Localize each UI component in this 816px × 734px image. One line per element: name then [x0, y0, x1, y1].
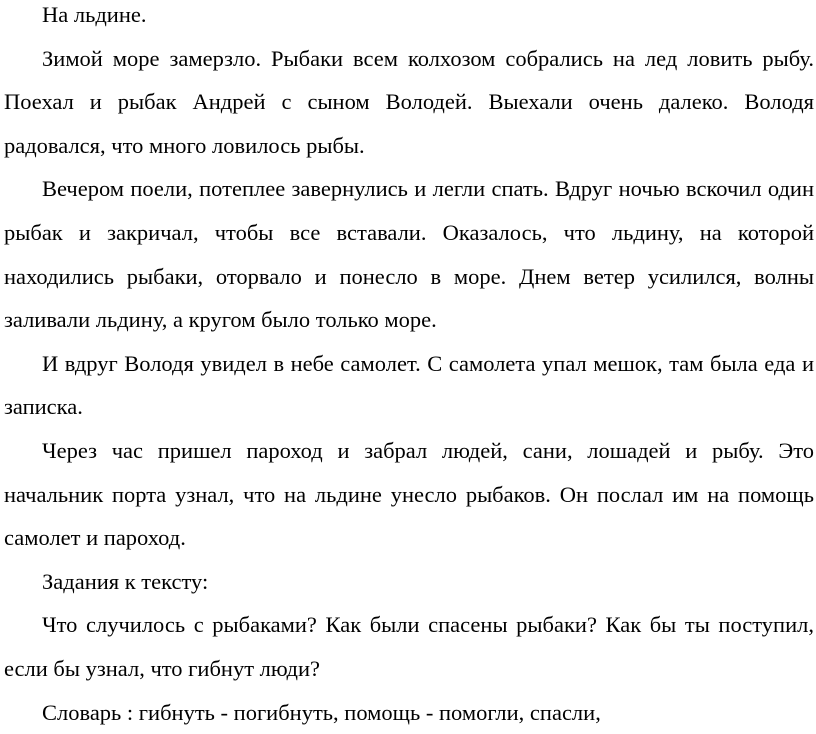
tasks-questions: Что случилось с рыбаками? Как были спасены рыбаки? Как бы ты поступил, если бы узнал, что гибнут люди? [4, 603, 814, 690]
paragraph-3: И вдруг Володя увидел в небе самолет. С самолета упал мешок, там была еда и записка. [4, 342, 814, 429]
vocabulary-line: Словарь : гибнуть - погибнуть, помощь - помогли, спасли, [4, 691, 814, 734]
tasks-heading: Задания к тексту: [4, 560, 814, 604]
paragraph-4: Через час пришел пароход и забрал людей, сани, лошадей и рыбу. Это начальник порта узнал, что на льдине унесло рыбаков. Он послал им на помощь самолет и пароход. [4, 429, 814, 560]
paragraph-2: Вечером поели, потеплее завернулись и легли спать. Вдруг ночью вскочил один рыбак и закричал, чтобы все вставали. Оказалось, что льдину, на которой находились рыбаки, оторвало и понесло в море. Днем ветер усилился, волны заливали льдину, а кругом было только море. [4, 167, 814, 341]
story-title: На льдине. [4, 0, 814, 37]
paragraph-1: Зимой море замерзло. Рыбаки всем колхозом собрались на лед ловить рыбу. Поехал и рыбак Андрей с сыном Володей. Выехали очень далеко. Володя радовался, что много ловилось рыбы. [4, 37, 814, 168]
